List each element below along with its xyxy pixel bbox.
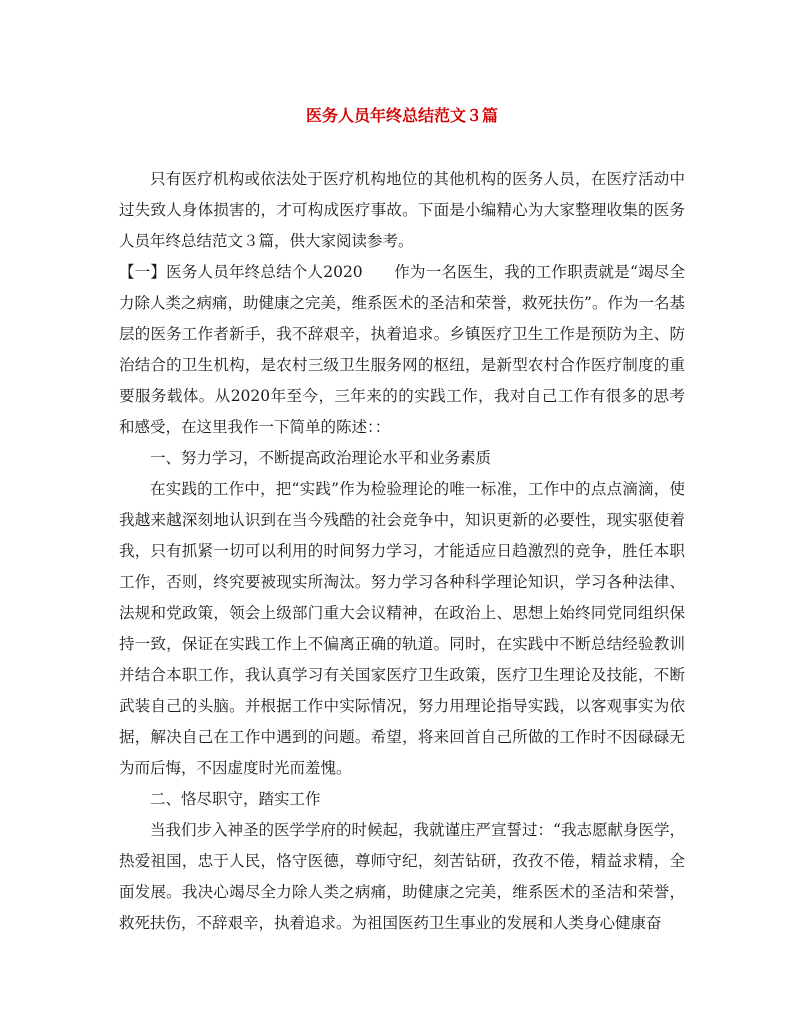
heading-duty: 二、恪尽职守，踏实工作	[150, 790, 321, 808]
document-title: 医务人员年终总结范文３篇	[305, 106, 498, 125]
study-paragraph: 在实践的工作中，把“实践”作为检验理论的唯一标准，工作中的点点滴滴，使我越来越深刻地认识到在当今残酷的社会竞争中，知识更新的必要性，现实驱使着我，只有抓紧一切可以利用的时间努力学习，才能适应日趋激烈的竞争，胜任本职工作，否则，终究要被现实所淘汰。努力学习各种科学理论知识，学习各种法律、法规和党政策，领会上级部门重大会议精神，在政治上、思想上始终同党同组织保持一致，保证在实践工作上不偏离正确的轨道。同时，在实践中不断总结经验教训并结合本职工作，我认真学习有关国家医疗卫生政策，医疗卫生理论及技能，不断武装自己的头脑。并根据工作中实际情况，努力用理论指导实践，以客观事实为依据，解决自己在工作中遇到的问题。希望，将来回首自己所做的工作时不因碌碌无为而后悔，不因虚度时光而羞愧。	[119, 480, 685, 777]
intro-paragraph: 只有医疗机构或依法处于医疗机构地位的其他机构的医务人员，在医疗活动中过失致人身体损害的，才可构成医疗事故。下面是小编精心为大家整理收集的医务人员年终总结范文３篇，供大家阅读参考。	[119, 170, 685, 250]
duty-paragraph: 当我们步入神圣的医学学府的时候起，我就谨庄严宣誓过：“我志愿献身医学，热爱祖国，忠于人民，恪守医德，尊师守纪，刻苦钻研，孜孜不倦，精益求精，全面发展。我决心竭尽全力除人类之病痛，助健康之完美，维系医术的圣洁和荣誉，救死扶伤，不辞艰辛，执着追求。为祖国医药卫生事业的发展和人类身心健康奋	[119, 821, 685, 932]
section-one-paragraph: 【一】医务人员年终总结个人2020 作为一名医生，我的工作职责就是“竭尽全力除人类之病痛，助健康之完美，维系医术的圣洁和荣誉，救死扶伤”。作为一名基层的医务工作者新手，我不辞艰辛，执着追求。乡镇医疗卫生工作是预防为主、防治结合的卫生机构，是农村三级卫生服务网的枢纽，是新型农村合作医疗制度的重要服务载体。从2020年至今，三年来的的实践工作，我对自己工作有很多的思考和感受，在这里我作一下简单的陈述：：	[119, 263, 685, 436]
heading-study: 一、努力学习，不断提高政治理论水平和业务素质	[150, 449, 492, 467]
document-body	[119, 164, 685, 939]
